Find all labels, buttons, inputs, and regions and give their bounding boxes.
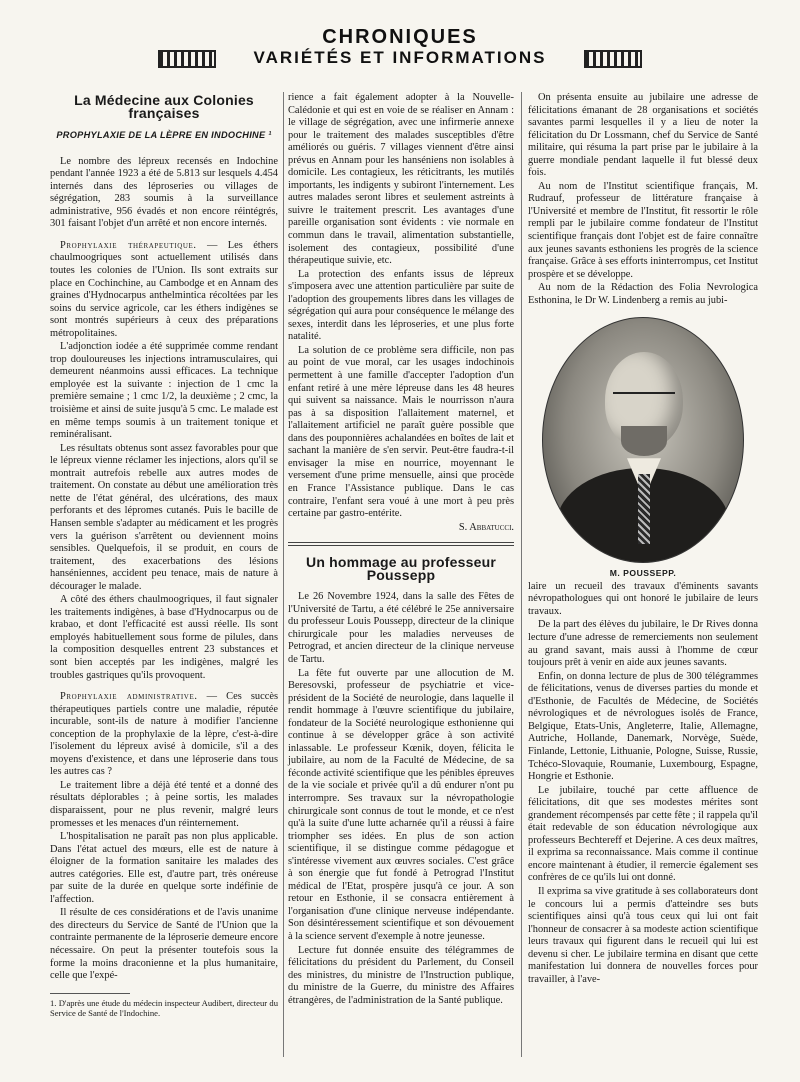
- paragraph: Au nom de la Rédaction des Folia Nevrologica Esthonina, le Dr W. Lindenberg a remis au jubi-: [528, 282, 758, 306]
- paragraph: Le traitement libre a déjà été tenté et a donné des résultats déplorables ; à peine sortis, les malades disparaissent, pour ne plus revenir, malgré leurs promesses et les menaces d'un réinternement.: [50, 779, 278, 829]
- masthead: [0, 26, 800, 72]
- paragraph: Enfin, on donna lecture de plus de 300 télégrammes de félicitations, venus de diverses parties du monde et d'Esthonie, de Facultés de Médecine, de Sociétés névrologiques et de névrologues isolés de France, Belgique, Etats-Unis, Angleterre, Italie, Allemagne, Autriche, Hollande, Danemark, Norvège, Suède, Finlande, Lettonie, Lithuanie, Pologne, Suisse, Russie, Tchéco-Slovaquie, Roumanie, Luxembourg, Espagne, Hongrie et Esthonie.: [528, 670, 758, 783]
- paragraph: Il résulte de ces considérations et de l'avis unanime des directeurs du Service de Santé de l'Union que la contrainte permanente de la léproserie demeure encore nécessaire. On peut la présenter toutefois sous la forme la moins draconienne et la plus humanitaire, celle que l'expé-: [50, 907, 278, 982]
- author-signature: S. Abbatucci.: [458, 521, 514, 533]
- section-heading: Prophylaxie thérapeutique.: [60, 239, 197, 251]
- paragraph: La fête fut ouverte par une allocution de M. Beresovski, professeur de psychiatrie et vice-président de la Société de neurologie, dans laquelle il rendit hommage à l'œuvre scientifique du jubilaire, fondateur de la Société neurologique esthonienne qui continue à se développer grâce à son activité inlassable. Le professeur Kœnik, doyen, félicita le jubilaire, au nom de la Faculté de Médecine, de sa féconde activité scientifique que les pénibles épreuves de la vie sociale et privée qu'il a dû endurer n'ont pu interrompre. Ses travaux sur la névropathologie chirurgicale sont connus de tout le monde, et ce n'est qu'à la suite d'une lutte acharnée qu'il a réussi à faire triompher ses idées. En plus de son action scientifique, il se distingue comme pédagogue et s'intéresse vivement aux œuvres sociales. C'est grâce à son énergie que fut fondé à Petrograd l'Institut médical de l'Etat, prospère jusqu'à ce jour. A son retour en Esthonie, il se consacra entièrement à l'organisation d'une clinique nerveuse indépendante. Son désintéressement scientifique et son dévouement à la science servent d'exemple à notre jeunesse.: [288, 667, 514, 942]
- footnote-divider: [50, 993, 130, 994]
- column-1: [50, 88, 278, 1020]
- paragraph: La solution de ce problème sera difficile, non pas au point de vue moral, car les usages indochinois permettent à une famille d'accepter l'adoption d'un enfant retiré à une mère lépreuse dans les 48 heures qui suivent sa naissance. Mais le nourrisson n'aura pas à sa disposition l'allaitement maternel, et l'allaitement artificiel ne paraît guère possible que dans des pouponnières achalandées en boîtes de lait et sachant la manière de s'en servir. Peut-être faudra-t-il envisager la mise en nourrice, moyennant le versement d'une prime mensuelle, ainsi que procède en France l'Assistance publique. Dans le cas contraire, l'enfant sera voué à une mort à peu près certaine par gastro-entérite.: [288, 344, 514, 520]
- paragraph: A côté des éthers chaulmoogriques, il faut signaler les traitements indigènes, à base d'Hydnocarpus ou de krabao, et dont l'efficacité est aussi réelle. Ils sont employés habituellement sous forme de pilules, dans la composition desquelles entrent 23 substances et sont bien acceptés par les indigènes, malgré les troubles gastriques qu'ils provoquent.: [50, 594, 278, 681]
- paragraph: rience a fait également adopter à la Nouvelle-Calédonie et qui est en voie de se réaliser en Annam : le village de ségrégation, avec une infirmerie annexe pour le traitement des malades susceptibles d'être améliorés ou guéris. 7 villages viennent d'être ainsi prévus en Annam pour les hanséniens non isolables à domicile. Les contagieux, les réticitrants, les mutilés importants, les indigents y subiront l'internement. Les autres malades seront libres et seulement astreints à suivre le traitement prescrit. Les avantages d'une pareille organisation sont évidents : vie normale en commun dans le travail, alimentation substantielle, isolement des contagieux, possibilité d'une thérapeutique suivie, etc.: [288, 92, 514, 267]
- column-3: [528, 92, 758, 987]
- paragraph: Le jubilaire, touché par cette affluence de félicitations, dit que ses modestes mérites sont grandement récompensés par cette fête ; il rappela qu'il était redevable de son éducation névrologique aux professeurs Bechtereff et Dejerine. A ces deux maîtres, il exprima sa reconnaissance. Mais comme il continue encore maintenant à étudier, il remercie également ses confrères de ce qu'ils lui ont donné.: [528, 784, 758, 884]
- section-subtitle: VARIÉTÉS ET INFORMATIONS: [253, 48, 547, 67]
- paragraph: laire un recueil des travaux d'éminents savants névropathologues qui ont honoré le jubilaire de leurs travaux.: [528, 580, 758, 617]
- paragraph: Les résultats obtenus sont assez favorables pour que le lépreux vienne réclamer les injections, alors qu'il se montrait autrefois rebelle aux autres modes de traitement. On constate au début une amélioration très nette de l'état général, des ulcérations, des maux perforants et des lépromes cutanés. Puis le bacille de Hansen semble s'adapter au médicament et les progrès vers la guérison s'arrêtent ou deviennent moins sensibles. Quelquefois, il se produit, en cours de traitement, des exacerbations des lésions hanséniennes, accident peu tenace, mais de nature à décourager le malade.: [50, 442, 278, 592]
- paragraph: L'hospitalisation ne paraît pas non plus applicable. Dans l'état actuel des mœurs, elle est de nature à éloigner de la formation sanitaire les malades des autres catégories. Elle est, d'autre part, très onéreuse par suite de la durée en quelque sorte indéfinie de l'affection.: [50, 831, 278, 905]
- portrait-photo: [542, 317, 744, 563]
- article-title: La Médecine aux Colonies françaises: [74, 92, 254, 121]
- section-title: CHRONIQUES: [322, 26, 478, 48]
- section-heading: Prophylaxie administrative.: [60, 691, 198, 703]
- paragraph: On présenta ensuite au jubilaire une adresse de félicitations émanant de 28 organisations et sociétés savantes parmi lesquelles il y a lieu de noter la félicitation du Dr Lossmann, chef du Service de Santé militaire, qui résuma la part prise par le jubilaire à la guerre mondiale pendant laquelle il fut blessé deux fois.: [528, 92, 758, 179]
- paragraph: Prophylaxie administrative. — Ces succès thérapeutiques partiels contre une maladie, réputée incurable, sont-ils de nature à modifier l'ancienne conception de la prophylaxie de la lèpre, c'est-à-dire l'isolement du lépreux avisé à domicile, s'il a des moyens d'existence, et dans une léproserie dans tous les autres cas ?: [50, 691, 278, 778]
- article-divider: [288, 542, 514, 546]
- column-2: [288, 92, 514, 1008]
- paragraph: Prophylaxie thérapeutique. — Les éthers chaulmoogriques sont actuellement utilisés dans toutes les colonies de l'Union. Ils sont extraits sur place en Cochinchine, au Cambodge et en Annam des graines d'Hydnocarpus anthelmintica récoltées par les soins du service agricole, car les éthers indigènes se sont montrés supérieurs à ceux des préparations métropolitaines.: [50, 239, 279, 339]
- paragraph: L'adjonction iodée a été supprimée comme rendant trop douloureuses les injections intramusculaires, qui demeurent néanmoins aussi efficaces. La technique employée est la suivante : injection de 1 cmc la première semaine ; 1 cmc 1/2, la deuxième ; 2 cmc, la troisième et ainsi de suite jusqu'à 5 cmc. Le malade est en même temps soumis à un traitement tonique et reminéralisant.: [50, 341, 278, 441]
- column-divider: [283, 92, 284, 1057]
- paragraph: Le 26 Novembre 1924, dans la salle des Fêtes de l'Université de Tartu, a été célébré le 25e anniversaire du professeur Louis Poussepp, directeur de la clinique chirurgicale pour les maladies nerveuses de Petrograd, et ancien directeur de la clinique nerveuse de Tartu.: [288, 591, 514, 665]
- paragraph: Lecture fut donnée ensuite des télégrammes de félicitations du président du Parlement, du Conseil des ministres, du ministre de l'Instruction publique, du ministre de la Guerre, du ministre des Affaires étrangères, de l'administration de la Santé publique.: [288, 944, 514, 1006]
- paragraph: Le nombre des lépreux recensés en Indochine pendant l'année 1923 a été de 5.813 sur lesquels 4.454 internés dans des léproseries ou villages de ségrégation, 283 soumis à la surveillance administrative, 956 évadés et non encore réintégrés, 301 faisant l'objet d'un arrêté et non encore internés.: [50, 155, 278, 230]
- article-title: Un hommage au professeur Poussepp: [306, 554, 496, 583]
- ornament-right-icon: [584, 50, 642, 68]
- column-divider: [521, 92, 522, 1057]
- article-subtitle: PROPHYLAXIE DE LA LÈPRE EN INDOCHINE ¹: [56, 130, 272, 141]
- paragraph: La protection des enfants issus de lépreux s'imposera avec une attention particulière par suite de l'adoption des groupements libres dans les villages de ségrégation qui aura pour conséquence le mélange des sexes, interdit dans les léproseries, et une plus forte natalité.: [288, 268, 514, 343]
- footnote: 1. D'après une étude du médecin inspecteur Audibert, directeur du Service de Santé de l'Indochine.: [50, 997, 278, 1019]
- paragraph: De la part des élèves du jubilaire, le Dr Rives donna lecture d'une adresse de remerciements non seulement au grand savant, mais aussi à l'homme de cœur toujours prêt à venir en aide aux jeunes savants.: [528, 619, 758, 669]
- paragraph: Il exprima sa vive gratitude à ses collaborateurs dont le concours lui a permis d'atteindre ses buts scientifiques ainsi qu'à tous ceux qui lui ont fait l'honneur de consacrer à sa modeste action scientifique leurs travaux qui figurent dans le recueil qui lui est devenu si cher. Le jubilaire termina en disant que cette manifestation lui donnera de nouvelles forces pour travailler, à l'ave-: [528, 885, 758, 985]
- paragraph: Au nom de l'Institut scientifique français, M. Rudrauf, professeur de littérature française à l'Université et membre de l'Institut, fit ressortir le rôle rempli par le jubilaire comme fondateur de l'Institut scientifique français dont l'objet est de faire connaître aux jeunes savants esthoniens les progrès de la science française. Grâce à ses efforts ininterrompus, cet Institut prospère et se développe.: [528, 180, 758, 280]
- photo-caption: M. POUSSEPP.: [609, 568, 677, 579]
